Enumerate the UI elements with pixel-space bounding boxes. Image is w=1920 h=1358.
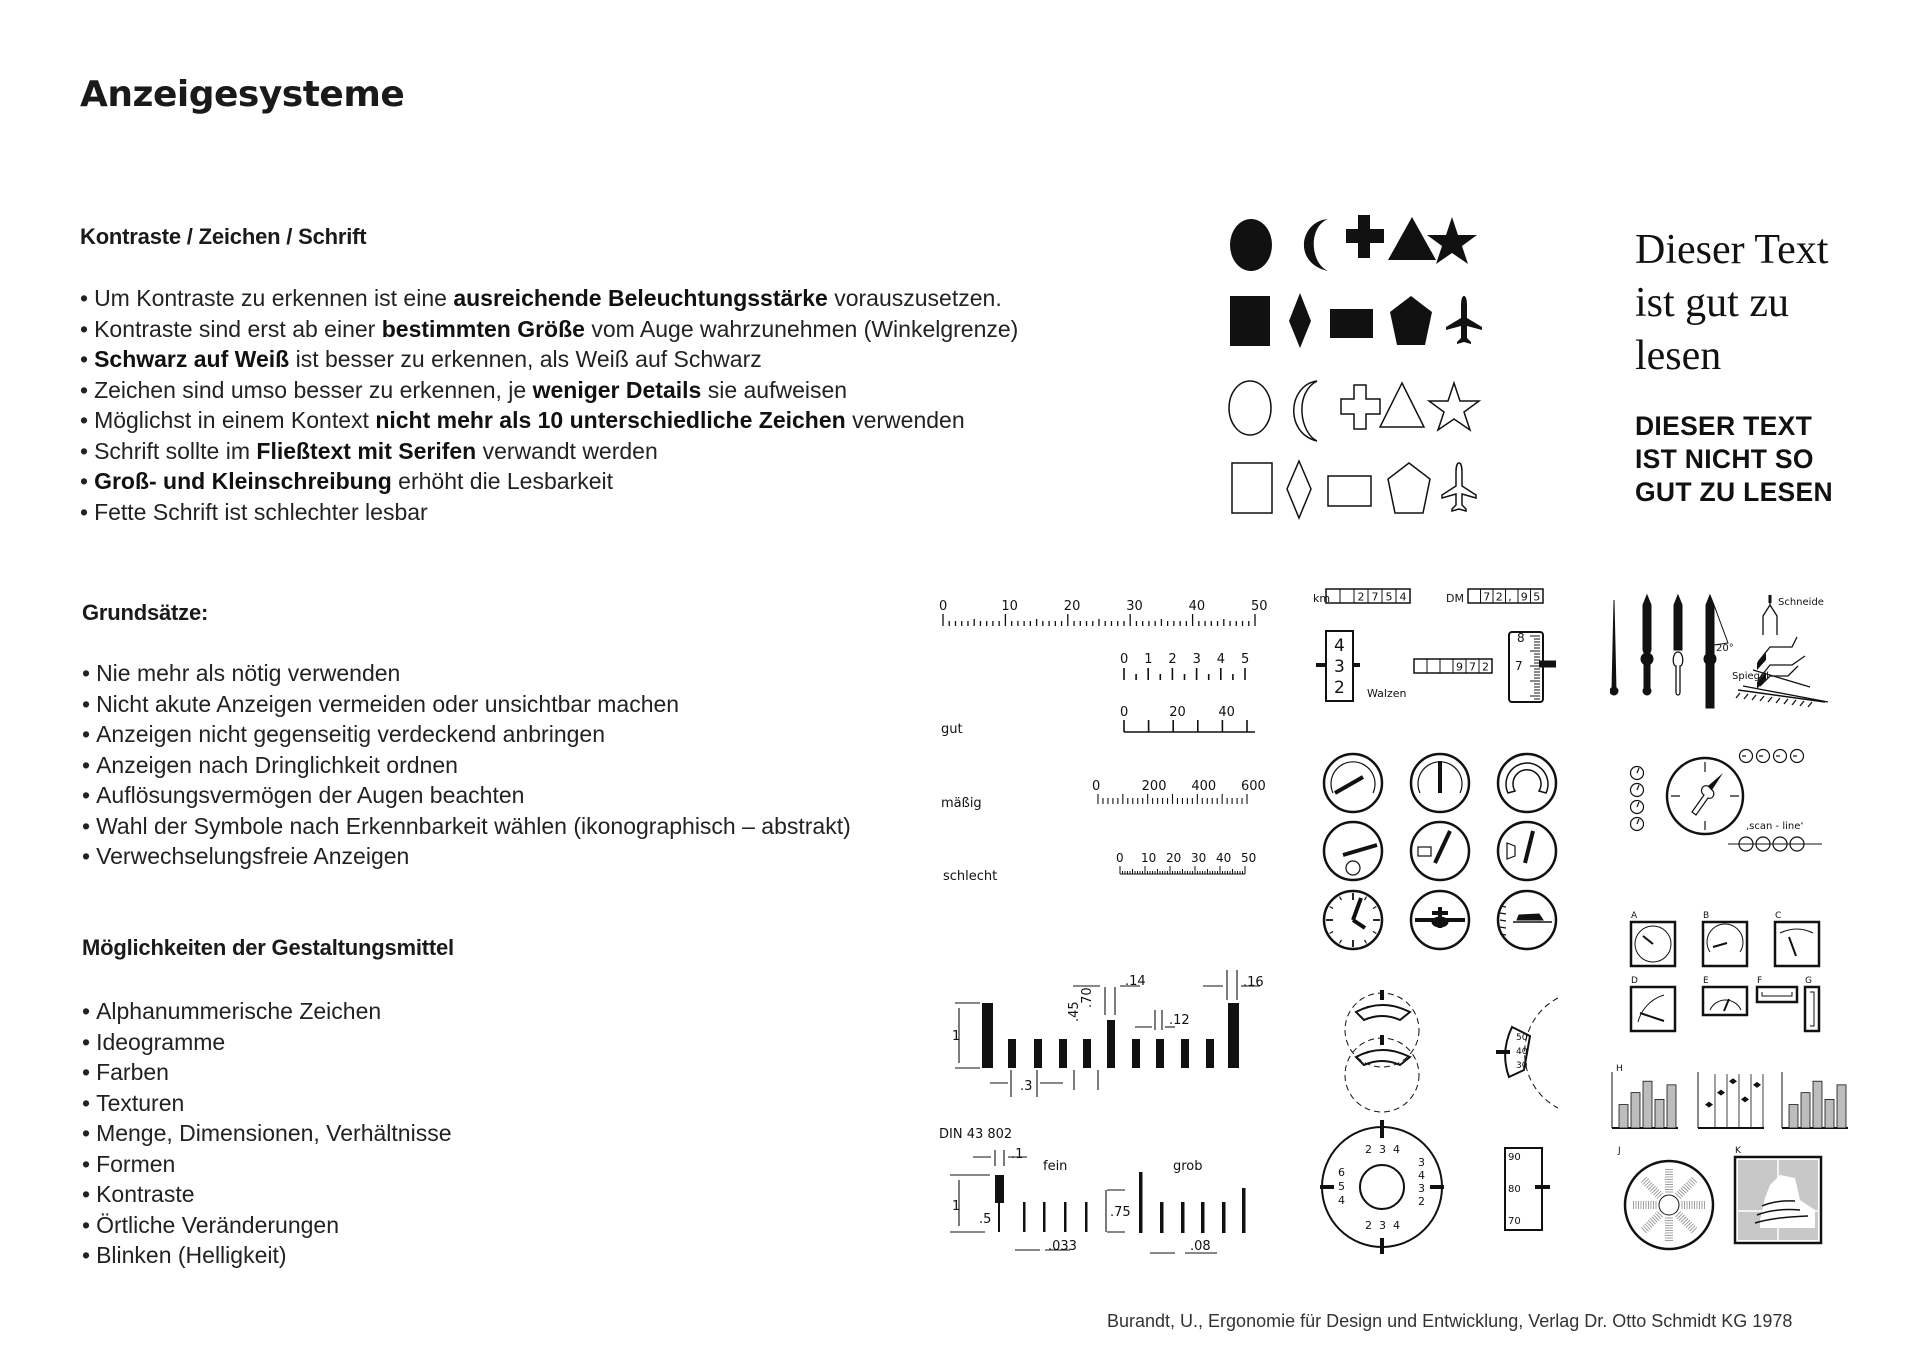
tick-bar	[982, 1003, 993, 1068]
contrast-bullet-list	[80, 283, 1018, 527]
din-g033-label: .033	[1048, 1239, 1077, 1254]
chart-bar	[1837, 1085, 1846, 1128]
tick-bar	[1132, 1039, 1140, 1068]
schlecht-scale	[1116, 851, 1256, 874]
schlecht-label: schlecht	[943, 869, 998, 884]
grob-half-tick	[1242, 1188, 1246, 1233]
gut-scale-tick-label: 40	[1218, 705, 1235, 720]
principle-bullet: • Anzeigen nicht gegenseitig verdeckend anbringen	[82, 719, 851, 750]
principle-bullet: • Anzeigen nach Dringlichkeit ordnen	[82, 750, 851, 781]
small-dial-pointer	[1637, 802, 1639, 807]
grob-tick	[1181, 1202, 1185, 1233]
design-means-bullet: • Menge, Dimensionen, Verhältnisse	[82, 1118, 451, 1149]
fein-tick	[1043, 1202, 1046, 1232]
tick-bar	[1034, 1039, 1042, 1068]
ring-bottom-label: 2	[1365, 1219, 1372, 1232]
instrument-letter-label: A	[1631, 911, 1638, 921]
gauge-band	[1506, 763, 1548, 793]
small-scale-labels	[1120, 652, 1249, 667]
chart-marker	[1717, 1090, 1725, 1096]
walzen-label: Walzen	[1367, 687, 1407, 700]
din-h75-label: .75	[1110, 1205, 1131, 1220]
gauge-tick	[1500, 913, 1506, 914]
fein-tick	[1023, 1202, 1026, 1232]
scanline-label: ‚scan - line‘	[1746, 821, 1804, 832]
vertical-scale-label: 80	[1508, 1184, 1521, 1195]
design-means-bullet: • Örtliche Veränderungen	[82, 1210, 451, 1241]
gut-scale-tick-label: 20	[1169, 705, 1186, 720]
caps-line: IST NICHT SO	[1635, 444, 1814, 474]
principle-bullet: • Auflösungsvermögen der Augen beachten	[82, 780, 851, 811]
schlecht-scale-tick-label: 50	[1241, 851, 1257, 865]
counter-digit: 5	[1533, 590, 1541, 604]
outline-triangle-icon	[1380, 383, 1424, 427]
small-scale-tick-label: 2	[1168, 652, 1177, 667]
din-w1-label: .1	[1011, 1147, 1024, 1162]
sub-dial	[1346, 861, 1360, 875]
maessig-scale-tick-label: 600	[1241, 779, 1266, 794]
tick-bar	[1156, 1039, 1164, 1068]
top-scale-labels	[939, 599, 1268, 614]
km-counter	[1326, 589, 1410, 604]
gauge-pointer	[1525, 831, 1533, 863]
chart-marker	[1729, 1078, 1737, 1084]
design-means-bullet: • Farben	[82, 1057, 451, 1088]
grob-label: grob	[1173, 1159, 1203, 1174]
gut-label: gut	[941, 722, 963, 737]
scale-comparison-figure	[935, 590, 1275, 910]
ring-top-label: 4	[1393, 1143, 1400, 1156]
filled-crescent-icon	[1304, 219, 1328, 271]
clock-tick	[1330, 907, 1333, 909]
ship-silhouette	[1517, 914, 1543, 920]
gauge-pointer	[1335, 777, 1363, 793]
serif-line: lesen	[1635, 333, 1722, 379]
instrument-letter-label: C	[1775, 911, 1782, 921]
clock-hour-hand	[1353, 920, 1365, 928]
counter-digit: 2	[1495, 590, 1503, 604]
small-scale-tick-label: 1	[1144, 652, 1153, 667]
clock-tick	[1373, 907, 1376, 909]
chart-bar	[1801, 1093, 1810, 1128]
contrast-bullet: • Um Kontraste zu erkennen ist eine ausreichende Beleuchtungsstärke vorauszusetzen.	[80, 283, 1018, 314]
grob-tick	[1160, 1202, 1164, 1233]
pointer-shapes-figure	[1610, 590, 1870, 900]
top-scale-tick-label: 30	[1126, 599, 1143, 614]
filled-diamond-icon	[1289, 293, 1311, 348]
counter-digit: 9	[1456, 660, 1463, 674]
dim-height-label: 1	[952, 1029, 961, 1044]
counter-digit: ,	[1508, 590, 1512, 604]
schlecht-scale-tick-label: 20	[1166, 851, 1182, 865]
dim-gap-label: .3	[1020, 1079, 1033, 1094]
dim-12-label: .12	[1169, 1013, 1190, 1028]
outline-circle-icon	[1229, 381, 1271, 435]
arc-scale-label: 50	[1516, 1033, 1528, 1043]
ring-right-label: 2	[1418, 1195, 1425, 1208]
scale-inset	[1507, 843, 1515, 859]
gauge-arc	[1331, 762, 1375, 793]
caps-line: GUT ZU LESEN	[1635, 477, 1833, 507]
outline-diamond-icon	[1287, 461, 1311, 518]
din-g08-label: .08	[1190, 1239, 1211, 1254]
outline-cross-icon	[1341, 385, 1380, 429]
fein-tick	[1064, 1202, 1067, 1232]
small-scale-tick-label: 4	[1216, 652, 1226, 667]
instrument-letter-label: G	[1805, 976, 1812, 986]
schlecht-scale-tick-label: 30	[1191, 851, 1207, 865]
small-dial-pointer	[1637, 785, 1639, 790]
tick-bar	[1206, 1039, 1214, 1068]
principle-bullet: • Nie mehr als nötig verwenden	[82, 658, 851, 689]
outline-square-icon	[1232, 463, 1272, 513]
design-means-bullet: • Texturen	[82, 1088, 451, 1119]
parallax-mirror-diagram	[1736, 595, 1828, 707]
counter-digit: 9	[1520, 590, 1528, 604]
din-h5-label: .5	[979, 1212, 992, 1227]
tick-bar	[1228, 1003, 1239, 1068]
ring-left-label: 4	[1338, 1194, 1345, 1207]
filled-star-icon	[1427, 217, 1477, 264]
means-bullet-list	[82, 996, 451, 1271]
design-means-bullet: • Ideogramme	[82, 1027, 451, 1058]
caps-readability-text	[1635, 410, 1833, 509]
filled-airplane-icon	[1446, 296, 1482, 344]
ring-top-label: 2	[1365, 1143, 1372, 1156]
fein-label: fein	[1043, 1159, 1068, 1174]
vertical-scale-label: 90	[1508, 1152, 1521, 1163]
gauge-grid	[1324, 754, 1556, 949]
instrument-letter-label: D	[1631, 976, 1638, 986]
outline-airplane-icon	[1442, 463, 1476, 511]
ring-right-label: 3	[1418, 1156, 1425, 1169]
vscale-8: 8	[1517, 631, 1525, 645]
ring-left-label: 6	[1338, 1166, 1345, 1179]
design-means-bullet: • Alphanummerische Zeichen	[82, 996, 451, 1027]
chart-bar	[1643, 1081, 1652, 1128]
spiegel-label: Spiegel	[1732, 671, 1769, 682]
contrast-bullet: • Schwarz auf Weiß ist besser zu erkennen, als Weiß auf Schwarz	[80, 344, 1018, 375]
vertical-scale-label: 70	[1508, 1216, 1521, 1227]
needle-pointer-1	[1612, 600, 1616, 690]
counter-digit: 7	[1371, 590, 1379, 604]
tick-bar	[1181, 1039, 1189, 1068]
page-title: Anzeigesysteme	[80, 74, 405, 115]
contrast-bullet: • Möglichst in einem Kontext nicht mehr als 10 unterschiedliche Zeichen verwenden	[80, 405, 1018, 436]
filled-pentagon-icon	[1390, 296, 1432, 345]
gauge-pointer	[1435, 831, 1450, 863]
dm-counter	[1468, 589, 1543, 604]
schlecht-scale-tick-label: 0	[1116, 851, 1124, 865]
aircraft-body	[1432, 917, 1448, 927]
small-scale-tick-label: 3	[1192, 652, 1201, 667]
section-heading-means: Möglichkeiten der Gestaltungsmittel	[82, 935, 454, 960]
maessig-label: mäßig	[941, 796, 982, 811]
sector-window-bottom	[1356, 1050, 1410, 1065]
instrument-letter-label: K	[1735, 1146, 1741, 1156]
filled-symbols	[1230, 215, 1482, 348]
section-heading-contrast: Kontraste / Zeichen / Schrift	[80, 224, 367, 249]
dim-70-label: .70	[1080, 987, 1095, 1008]
schlecht-scale-tick-label: 10	[1141, 851, 1157, 865]
fein-tick	[1085, 1202, 1088, 1232]
principle-bullet: • Verwechselungsfreie Anzeigen	[82, 841, 851, 872]
schlecht-scale-tick-label: 40	[1216, 851, 1232, 865]
design-means-bullet: • Blinken (Helligkeit)	[82, 1240, 451, 1271]
gauge-tick	[1500, 927, 1506, 928]
din-label: DIN 43 802	[939, 1127, 1013, 1142]
chart-bar	[1631, 1093, 1640, 1128]
clock-tick	[1340, 897, 1342, 900]
dim-14-label: .14	[1125, 974, 1146, 989]
tick-bar	[1008, 1039, 1016, 1068]
tick-dimension-figure	[935, 970, 1265, 1280]
instrument-pointers	[1640, 936, 1796, 1021]
small-scale-tick-label: 5	[1241, 652, 1250, 667]
contrast-bullet: • Zeichen sind umso besser zu erkennen, je weniger Details sie aufweisen	[80, 375, 1018, 406]
dim-16-label: .16	[1243, 975, 1264, 990]
filled-triangle-icon	[1388, 217, 1436, 260]
roller-digit: 2	[1334, 678, 1345, 698]
sector-dials-figure	[1320, 990, 1600, 1280]
gauge-tick	[1500, 920, 1506, 921]
outline-crescent-icon	[1294, 381, 1317, 441]
angle-label: 20°	[1716, 643, 1734, 654]
small-scale-tick-label: 0	[1120, 652, 1129, 667]
outline-star-icon	[1429, 383, 1479, 430]
chart-bar	[1813, 1081, 1822, 1128]
counter-digit: 7	[1483, 590, 1491, 604]
chart-bar	[1789, 1105, 1798, 1128]
counter-digit: 4	[1399, 590, 1407, 604]
maessig-scale-tick-label: 200	[1141, 779, 1167, 794]
scan-gauges	[1631, 750, 1823, 852]
clock-tick	[1340, 940, 1342, 943]
principle-bullet: • Nicht akute Anzeigen vermeiden oder unsichtbar machen	[82, 689, 851, 720]
grob-tick	[1201, 1202, 1205, 1233]
gut-scale	[1120, 705, 1255, 732]
counter-digit: 2	[1357, 590, 1365, 604]
serif-line: ist gut zu	[1635, 280, 1789, 326]
instrument-letter-label: F	[1757, 976, 1763, 986]
small-dial-pointer	[1637, 819, 1639, 824]
ring-left-label: 5	[1338, 1180, 1345, 1193]
digital-inset	[1418, 847, 1431, 856]
clock-tick	[1365, 897, 1367, 900]
outline-pentagon-icon	[1388, 463, 1430, 513]
clock-tick	[1365, 940, 1367, 943]
instrument-letter-label: B	[1703, 911, 1710, 921]
counter-digit: 2	[1482, 660, 1489, 674]
din-thick-tick	[995, 1175, 1004, 1203]
contrast-bullet: • Kontraste sind erst ab einer bestimmten Größe vom Auge wahrzunehmen (Winkelgrenze)	[80, 314, 1018, 345]
ring-right-label: 4	[1418, 1169, 1425, 1182]
ring-top-label: 3	[1379, 1143, 1386, 1156]
chart-bar	[1619, 1105, 1628, 1128]
needle-pointer-4	[1706, 595, 1714, 708]
needle-pointer-3	[1674, 595, 1682, 650]
grob-tick	[1222, 1202, 1226, 1233]
serif-readability-text	[1635, 224, 1828, 383]
instrument-letter-label: J	[1618, 1146, 1621, 1156]
design-means-bullet: • Formen	[82, 1149, 451, 1180]
top-scale-tick-label: 50	[1251, 599, 1268, 614]
counter-digit: 5	[1385, 590, 1393, 604]
gauge-pointer	[1343, 845, 1377, 855]
instrument-letter-label: H	[1616, 1064, 1623, 1074]
caps-line: DIESER TEXT	[1635, 411, 1813, 441]
chart-bar	[1667, 1085, 1676, 1128]
arc-scale-label: 40	[1516, 1047, 1528, 1057]
instrument-comparison-figure	[1610, 910, 1870, 1280]
contrast-bullet: • Groß- und Kleinschreibung erhöht die Lesbarkeit	[80, 466, 1018, 497]
principle-bullet: • Wahl der Symbole nach Erkennbarkeit wählen (ikonographisch – abstrakt)	[82, 811, 851, 842]
top-scale-tick-label: 0	[939, 599, 948, 614]
filled-square-icon	[1230, 296, 1270, 346]
outlined-symbols	[1229, 381, 1479, 518]
ring-bottom-label: 3	[1379, 1219, 1386, 1232]
sector-window-top	[1356, 1005, 1410, 1020]
round-gauges-figure	[1320, 750, 1590, 970]
tick-bar	[1083, 1039, 1091, 1068]
chart-bar	[1825, 1099, 1834, 1128]
filled-circle-icon	[1230, 219, 1272, 271]
roller-digits	[1334, 636, 1345, 698]
section-heading-principles: Grundsätze:	[82, 600, 209, 625]
needle-pointer-2	[1643, 595, 1651, 660]
principles-bullet-list	[82, 658, 851, 872]
serif-line: Dieser Text	[1635, 227, 1829, 273]
chart-marker	[1753, 1082, 1761, 1088]
ring-right-label: 3	[1418, 1182, 1425, 1195]
schneide-label: Schneide	[1778, 597, 1824, 608]
instrument-letter-label: E	[1703, 976, 1709, 986]
maessig-scale-tick-label: 0	[1092, 779, 1101, 794]
symbols-grid	[1228, 205, 1568, 535]
maessig-scale	[1092, 779, 1266, 804]
small-scale-ticks	[1124, 668, 1245, 680]
km-label: km	[1313, 592, 1331, 605]
chart-bar	[1655, 1099, 1664, 1128]
ring-bottom-label: 4	[1393, 1219, 1400, 1232]
grob-major-tick	[1139, 1172, 1143, 1233]
top-scale-tick-label: 40	[1188, 599, 1206, 614]
digit-counter	[1414, 659, 1492, 674]
clock-tick	[1330, 932, 1333, 934]
roller-digit: 3	[1334, 657, 1345, 677]
gauge-pointer	[1353, 898, 1361, 920]
outline-rectangle-icon	[1328, 476, 1371, 506]
gut-scale-tick-label: 0	[1120, 705, 1129, 720]
clock-tick	[1373, 932, 1376, 934]
counter-displays-figure	[1310, 585, 1610, 725]
contrast-bullet: • Schrift sollte im Fließtext mit Serifen verwandt werden	[80, 436, 1018, 467]
filled-rectangle-icon	[1330, 309, 1373, 338]
maessig-scale-tick-label: 400	[1191, 779, 1217, 794]
tick-bar	[1059, 1039, 1067, 1068]
dashed-arc-dial	[1525, 998, 1558, 1108]
din-h1-label: 1	[952, 1199, 961, 1214]
chart-marker	[1741, 1096, 1749, 1102]
chart-marker	[1705, 1102, 1713, 1108]
tick-bars	[982, 1003, 1246, 1233]
vscale-7: 7	[1515, 659, 1523, 673]
din-thin-tick	[998, 1203, 1000, 1232]
arc-scale-label: 30	[1516, 1061, 1528, 1071]
small-dial-pointer	[1637, 768, 1639, 773]
top-scale-tick-label: 20	[1063, 599, 1081, 614]
dimension-lines	[950, 970, 1260, 1253]
counter-digit: 7	[1469, 660, 1476, 674]
design-means-bullet: • Kontraste	[82, 1179, 451, 1210]
top-scale-tick-label: 10	[1001, 599, 1018, 614]
dim-45-label: .45	[1067, 1001, 1082, 1022]
dm-label: DM	[1446, 592, 1464, 605]
roller-digit: 4	[1334, 636, 1345, 656]
contrast-bullet: • Fette Schrift ist schlechter lesbar	[80, 497, 1018, 528]
source-citation: Burandt, U., Ergonomie für Design und Entwicklung, Verlag Dr. Otto Schmidt KG 1978	[1107, 1311, 1793, 1331]
tick-bar	[1107, 1020, 1115, 1068]
filled-cross-icon	[1346, 215, 1384, 258]
top-scale-ticks	[943, 614, 1255, 626]
